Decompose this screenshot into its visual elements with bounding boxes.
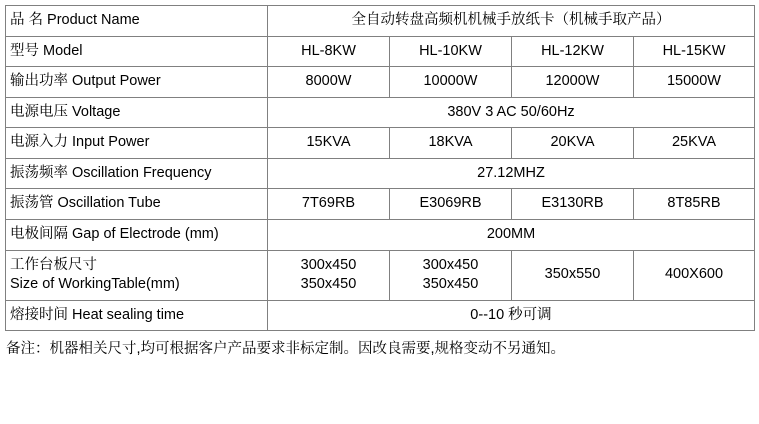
working-table-value-2 bbox=[390, 250, 512, 300]
row-label-output-power: 输出功率 Output Power bbox=[6, 67, 268, 98]
row-label-model: 型号 Model bbox=[6, 36, 268, 67]
table-row bbox=[6, 189, 755, 220]
row-value-heat-sealing-time: 0--10 秒可调 bbox=[268, 300, 755, 331]
working-table-value-4: 400X600 bbox=[634, 250, 755, 300]
oscillation-tube-value-4: 8T85RB bbox=[634, 189, 755, 220]
model-value-3: HL-12KW bbox=[512, 36, 634, 67]
model-value-1: HL-8KW bbox=[268, 36, 390, 67]
input-power-value-3: 20KVA bbox=[512, 128, 634, 159]
table-row bbox=[6, 97, 755, 128]
output-power-value-3: 12000W bbox=[512, 67, 634, 98]
row-label-working-table-size bbox=[6, 250, 268, 300]
input-power-value-2: 18KVA bbox=[390, 128, 512, 159]
row-label-oscillation-frequency: 振荡频率 Oscillation Frequency bbox=[6, 158, 268, 189]
model-value-2: HL-10KW bbox=[390, 36, 512, 67]
table-footnote: 备注：机器相关尺寸,均可根据客户产品要求非标定制。因改良需要,规格变动不另通知。 bbox=[6, 341, 566, 358]
table-row bbox=[6, 300, 755, 331]
row-label-gap-of-electrode: 电极间隔 Gap of Electrode (mm) bbox=[6, 219, 268, 250]
table-row bbox=[6, 158, 755, 189]
specification-table bbox=[5, 5, 755, 331]
row-label-input-power: 电源入力 Input Power bbox=[6, 128, 268, 159]
row-label-oscillation-tube: 振荡管 Oscillation Tube bbox=[6, 189, 268, 220]
output-power-value-2: 10000W bbox=[390, 67, 512, 98]
row-value-oscillation-frequency: 27.12MHZ bbox=[268, 158, 755, 189]
working-table-label-line2: Size of WorkingTable(mm) bbox=[10, 276, 180, 293]
row-label-heat-sealing-time: 熔接时间 Heat sealing time bbox=[6, 300, 268, 331]
oscillation-tube-value-2: E3069RB bbox=[390, 189, 512, 220]
table-row bbox=[6, 67, 755, 98]
row-value-product-name: 全自动转盘高频机机械手放纸卡（机械手取产品） bbox=[268, 6, 755, 37]
row-value-voltage: 380V 3 AC 50/60Hz bbox=[268, 97, 755, 128]
table-row bbox=[6, 128, 755, 159]
working-table-value-1-line2: 350x450 bbox=[300, 276, 357, 293]
working-table-value-2-line1: 300x450 bbox=[422, 256, 479, 273]
oscillation-tube-value-3: E3130RB bbox=[512, 189, 634, 220]
working-table-value-1 bbox=[268, 250, 390, 300]
input-power-value-4: 25KVA bbox=[634, 128, 755, 159]
output-power-value-4: 15000W bbox=[634, 67, 755, 98]
model-value-4: HL-15KW bbox=[634, 36, 755, 67]
input-power-value-1: 15KVA bbox=[268, 128, 390, 159]
working-table-label-line1: 工作台板尺寸 bbox=[10, 256, 97, 273]
table-row bbox=[6, 6, 755, 37]
table-row bbox=[6, 250, 755, 300]
row-label-voltage: 电源电压 Voltage bbox=[6, 97, 268, 128]
oscillation-tube-value-1: 7T69RB bbox=[268, 189, 390, 220]
output-power-value-1: 8000W bbox=[268, 67, 390, 98]
row-label-product-name: 品 名 Product Name bbox=[6, 6, 268, 37]
working-table-value-1-line1: 300x450 bbox=[300, 256, 357, 273]
working-table-value-3: 350x550 bbox=[512, 250, 634, 300]
row-value-gap-of-electrode: 200MM bbox=[268, 219, 755, 250]
working-table-value-2-line2: 350x450 bbox=[422, 276, 479, 293]
table-row bbox=[6, 36, 755, 67]
table-row bbox=[6, 219, 755, 250]
